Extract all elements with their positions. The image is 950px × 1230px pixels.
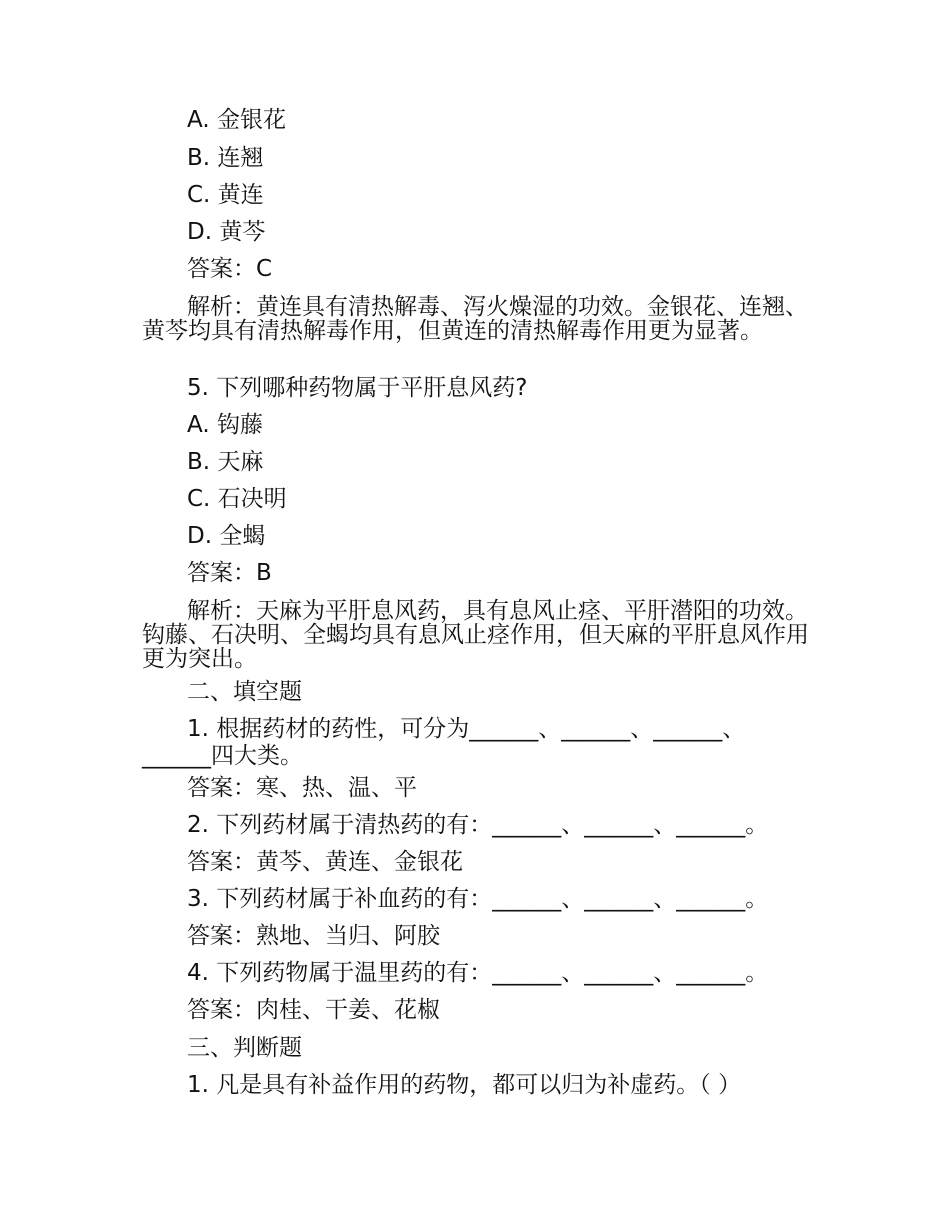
judge-section-heading: 三、判断题 xyxy=(187,1035,302,1061)
q5-analysis: 解析：天麻为平肝息风药，具有息风止痉、平肝潜阳的功效。钩藤、石决明、全蝎均具有息风止痉作用，但天麻的平肝息风作用更为突出。 xyxy=(142,598,809,672)
fill-answer-2: 答案：黄芩、黄连、金银花 xyxy=(187,849,463,875)
q5-option-d: D. 全蝎 xyxy=(187,523,266,549)
judge-question-1: 1. 凡是具有补益作用的药物，都可以归为补虚药。（ ） xyxy=(187,1072,742,1098)
fill-question-3: 3. 下列药材属于补血药的有：______、______、______。 xyxy=(187,886,769,912)
q5-option-c: C. 石决明 xyxy=(187,486,287,512)
fill-question-4: 4. 下列药物属于温里药的有：______、______、______。 xyxy=(187,960,769,986)
fill-question-1: 1. 根据药材的药性，可分为______、______、______、______四大类。 xyxy=(142,716,746,769)
fill-answer-1: 答案：寒、热、温、平 xyxy=(187,775,417,801)
q4-analysis: 解析：黄连具有清热解毒、泻火燥湿的功效。金银花、连翘、黄芩均具有清热解毒作用，但黄连的清热解毒作用更为显著。 xyxy=(142,294,808,344)
q5-option-a: A. 钩藤 xyxy=(187,412,263,438)
q4-option-b: B. 连翘 xyxy=(187,145,264,171)
fill-answer-3: 答案：熟地、当归、阿胶 xyxy=(187,923,440,949)
fill-question-2: 2. 下列药材属于清热药的有：______、______、______。 xyxy=(187,812,769,838)
q4-option-c: C. 黄连 xyxy=(187,182,264,208)
q4-option-a: A. 金银花 xyxy=(187,107,286,133)
q5-question: 5. 下列哪种药物属于平肝息风药? xyxy=(187,375,528,401)
q5-answer: 答案：B xyxy=(187,560,272,586)
q4-answer: 答案：C xyxy=(187,256,273,282)
fill-answer-4: 答案：肉桂、干姜、花椒 xyxy=(187,997,440,1023)
q5-option-b: B. 天麻 xyxy=(187,449,264,475)
q4-option-d: D. 黄芩 xyxy=(187,219,266,245)
fill-section-heading: 二、填空题 xyxy=(187,679,302,705)
